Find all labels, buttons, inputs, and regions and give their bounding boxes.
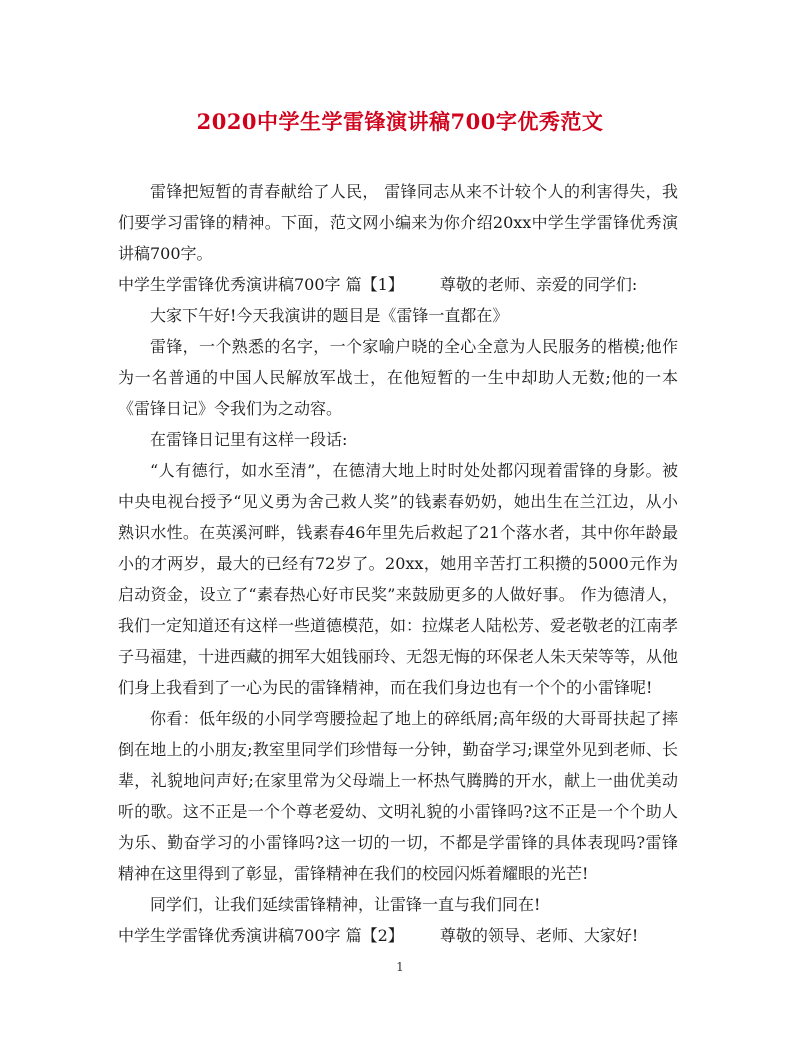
- section-1-greeting: 尊敬的老师、亲爱的同学们:: [439, 275, 638, 294]
- document-title: 2020中学生学雷锋演讲稿700字优秀范文: [196, 109, 604, 134]
- body-paragraph: 雷锋，一个熟悉的名字，一个家喻户晓的全心全意为人民服务的楷模;他作为一名普通的中国人民解放军战士，在他短暂的一生中却助人无数;他的一本《雷锋日记》令我们为之动容。: [118, 337, 678, 418]
- body-paragraph: 你看：低年级的小同学弯腰捡起了地上的碎纸屑;高年级的大哥哥扶起了摔倒在地上的小朋友;教室里同学们珍惜每一分钟，勤奋学习;课堂外见到老师、长辈，礼貌地问声好;在家里常为父母端上一杯热气腾腾的开水，献上一曲优美动听的歌。这不正是一个个尊老爱幼、文明礼貌的小雷锋吗?这不正是一个个助人为乐、勤奋学习的小雷锋吗?这一切的一切，不都是学雷锋的具体表现吗?雷锋精神在这里得到了彰显，雷锋精神在我们的校园闪烁着耀眼的光芒!: [118, 709, 678, 883]
- page-number: 1: [396, 960, 404, 974]
- body-paragraph: 同学们，让我们延续雷锋精神，让雷锋一直与我们同在!: [150, 895, 541, 914]
- section-1-heading: 中学生学雷锋优秀演讲稿700字 篇【1】: [118, 275, 404, 294]
- section-2-greeting: 尊敬的领导、老师、大家好!: [439, 926, 639, 945]
- section-1-heading-line: [118, 269, 678, 300]
- section-2-heading: 中学生学雷锋优秀演讲稿700字 篇【2】: [118, 926, 404, 945]
- body-paragraph: 大家下午好!今天我演讲的题目是《雷锋一直都在》: [150, 306, 509, 325]
- intro-paragraph: 雷锋把短暂的青春献给了人民， 雷锋同志从来不计较个人的利害得失，我们要学习雷锋的精神。下面，范文网小编来为你介绍20xx中学生学雷锋优秀演讲稿700字。: [118, 182, 678, 263]
- body-paragraph: “人有德行，如水至清”，在德清大地上时时处处都闪现着雷锋的身影。被中央电视台授予“见义勇为舍己救人奖”的钱素春奶奶，她出生在兰江边，从小熟识水性。在英溪河畔，钱素春46年里先后救起了21个落水者，其中你年龄最小的才两岁，最大的已经有72岁了。20xx，她用辛苦打工积攒的5000元作为启动资金，设立了“素春热心好市民奖”来鼓励更多的人做好事。 作为德清人，我们一定知道还有这样一些道德模范，如：拉煤老人陆松芳、爱老敬老的江南孝子马福建，十进西藏的拥军大姐钱丽玲、无怨无悔的环保老人朱天荣等等，从他们身上我看到了一心为民的雷锋精神，而在我们身边也有一个个的小雷锋呢!: [118, 461, 679, 697]
- body-paragraph: 在雷锋日记里有这样一段话:: [150, 430, 348, 449]
- document-body: [118, 176, 678, 951]
- section-2-heading-line: [118, 920, 678, 951]
